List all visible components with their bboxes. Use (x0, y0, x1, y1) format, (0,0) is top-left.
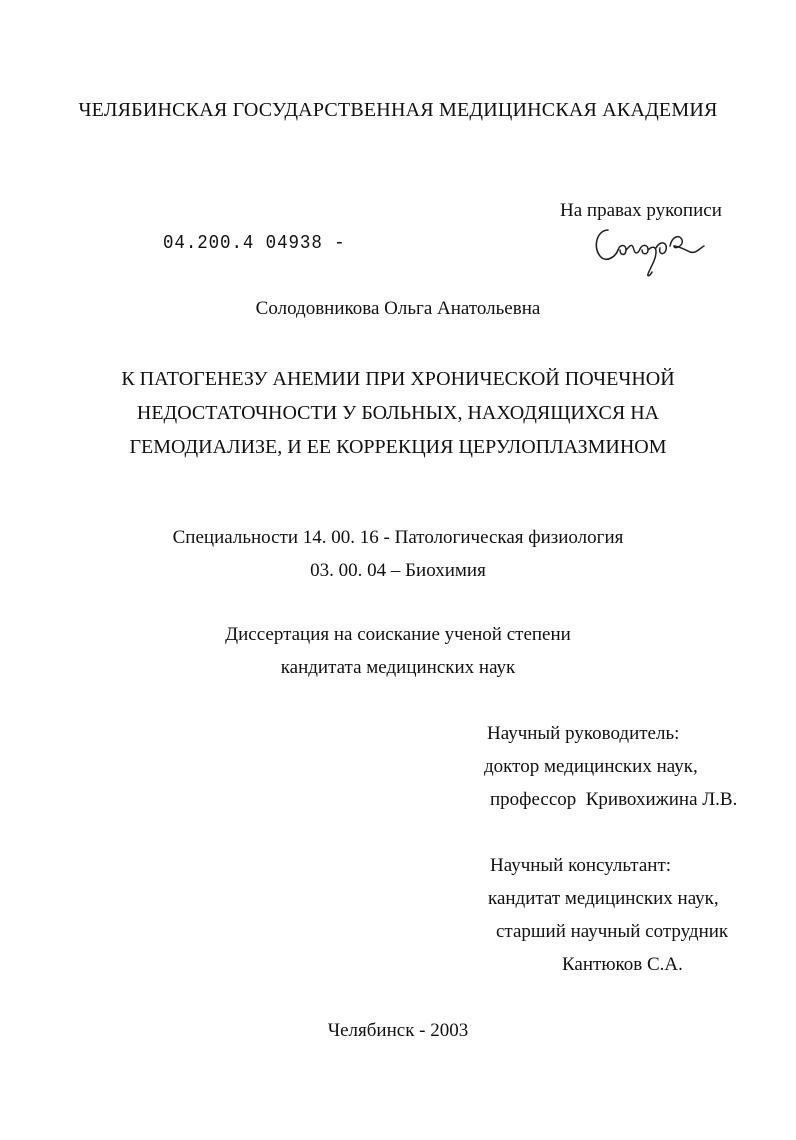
degree-line: Диссертация на соискание ученой степени (225, 624, 571, 645)
degree-line: кандитата медицинских наук (280, 657, 516, 678)
consultant-name: Кантюков С.А. (562, 954, 683, 975)
consultant-role: Научный консультант: (490, 855, 672, 876)
supervisor-degree: доктор медицинских наук, (484, 756, 698, 777)
supervisor-role: Научный руководитель: (487, 723, 680, 744)
author-name: Солодовникова Ольга Анатольевна (255, 298, 541, 319)
title-line: НЕДОСТАТОЧНОСТИ У БОЛЬНЫХ, НАХОДЯЩИХСЯ НА (136, 402, 660, 424)
supervisor-name: профессор Кривохижина Л.В. (490, 789, 738, 810)
dissertation-title (0, 362, 796, 464)
academy-name: ЧЕЛЯБИНСКАЯ ГОСУДАРСТВЕННАЯ МЕДИЦИНСКАЯ АКАДЕМИЯ (78, 99, 718, 121)
manuscript-rights-note: На правах рукописи (560, 200, 722, 221)
specialty-line: Специальности 14. 00. 16 - Патологическая физиология (172, 527, 624, 548)
title-line: ГЕМОДИАЛИЗЕ, И ЕЕ КОРРЕКЦИЯ ЦЕРУЛОПЛАЗМИНОМ (129, 436, 667, 458)
handwritten-signature (588, 216, 708, 278)
consultant-position: старший научный сотрудник (496, 921, 729, 942)
registry-number: 04.200.4 04938 - (163, 232, 346, 254)
consultant-degree: кандитат медицинских наук, (488, 888, 719, 909)
city-year: Челябинск - 2003 (327, 1020, 469, 1041)
specialty-line: 03. 00. 04 – Биохимия (310, 560, 486, 581)
title-line: К ПАТОГЕНЕЗУ АНЕМИИ ПРИ ХРОНИЧЕСКОЙ ПОЧЕЧНОЙ (121, 368, 675, 390)
